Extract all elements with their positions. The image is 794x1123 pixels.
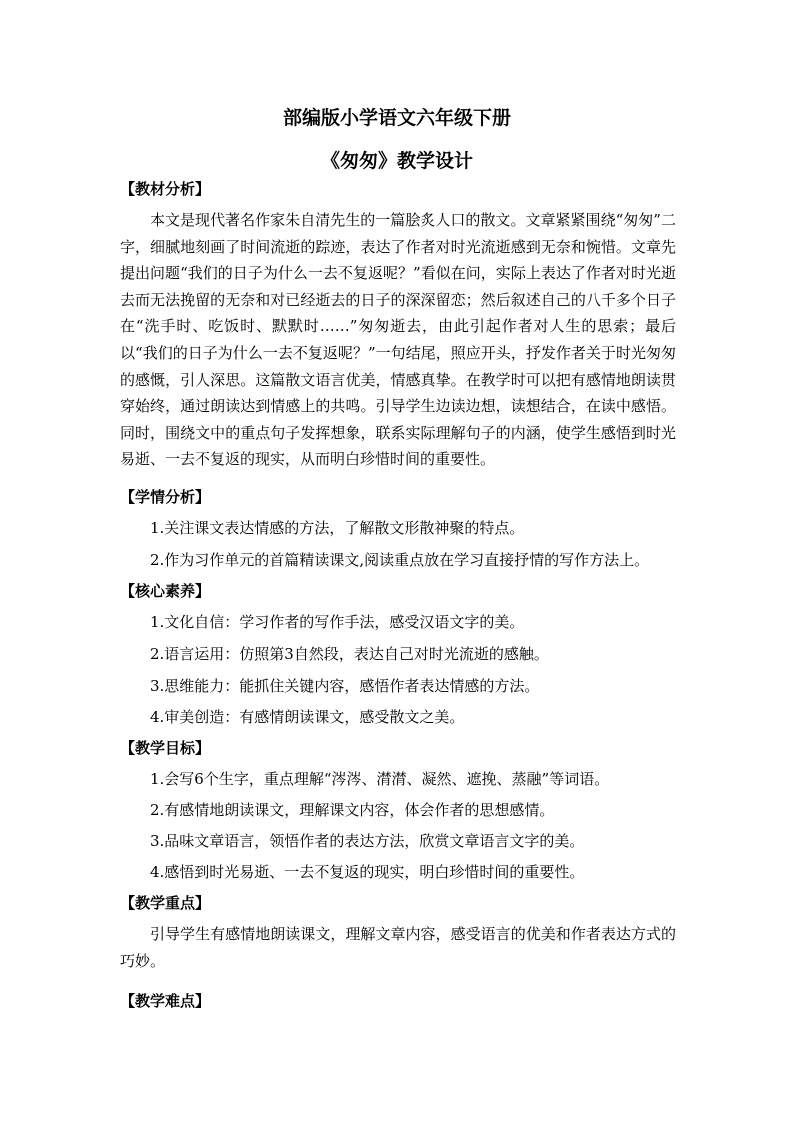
- document-title: 部编版小学语文六年级下册: [282, 107, 511, 129]
- document-subtitle: 《匆匆》教学设计: [320, 150, 473, 172]
- literacy-item-2: 2.语言运用：仿照第3自然段，表达自己对时光流逝的感触。: [150, 645, 549, 663]
- section-heading-difficulty: 【教学难点】: [120, 992, 211, 1010]
- section-body-material: 本文是现代著名作家朱自清先生的一篇脍炙人口的散文。文章紧紧围绕“匆匆”二字，细腻地刻画了时间流逝的踪迹，表达了作者对时光流逝感到无奈和惋惜。文章先提出问题“我们的日子为什么一去不复返呢？”看似在问，实际上表达了作者对时光逝去而无法挽留的无奈和对已经逝去的日子的深深留恋；然后叙述自己的八千多个日子在“洗手时、吃饭时、默默时……”匆匆逝去，由此引起作者对人生的思索；最后以“我们的日子为什么一去不复返呢？”一句结尾，照应开头，抒发作者关于时光匆匆的感慨，引人深思。这篇散文语言优美，情感真挚。在教学时可以把有感情地朗读贯穿始终，通过朗读达到情感上的共鸣。引导学生边读边想，读想结合，在读中感悟。同时，围绕文中的重点句子发挥想象，联系实际理解句子的内涵，使学生感悟到时光易逝、一去不复返的现实，从而明白珍惜时间的重要性。: [120, 211, 676, 469]
- section-body-keypoint: 引导学生有感情地朗读课文，理解文章内容，感受语言的优美和作者表达方式的巧妙。: [120, 925, 676, 970]
- section-heading-learner: 【学情分析】: [120, 488, 211, 506]
- literacy-item-4: 4.审美创造：有感情朗读课文，感受散文之美。: [150, 708, 465, 726]
- literacy-item-1: 1.文化自信：学习作者的写作手法，感受汉语文字的美。: [150, 613, 525, 631]
- section-heading-keypoint: 【教学重点】: [120, 894, 211, 912]
- goals-item-4: 4.感悟到时光易逝、一去不复返的现实，明白珍惜时间的重要性。: [150, 863, 585, 881]
- goals-item-3: 3.品味文章语言，领悟作者的表达方法，欣赏文章语言文字的美。: [150, 832, 585, 850]
- learner-item-1: 1.关注课文表达情感的方法，了解散文形散神聚的特点。: [150, 519, 525, 537]
- section-heading-material: 【教材分析】: [120, 180, 211, 198]
- section-heading-goals: 【教学目标】: [120, 739, 211, 757]
- section-heading-literacy: 【核心素养】: [120, 582, 211, 600]
- learner-item-2: 2.作为习作单元的首篇精读课文,阅读重点放在学习直接抒情的写作方法上。: [150, 551, 650, 569]
- goals-item-2: 2.有感情地朗读课文，理解课文内容，体会作者的思想感情。: [150, 801, 555, 819]
- goals-item-1: 1.会写6个生字，重点理解“涔涔、潸潸、凝然、遮挽、蒸融”等词语。: [150, 770, 610, 788]
- literacy-item-3: 3.思维能力：能抓住关键内容，感悟作者表达情感的方法。: [150, 677, 540, 695]
